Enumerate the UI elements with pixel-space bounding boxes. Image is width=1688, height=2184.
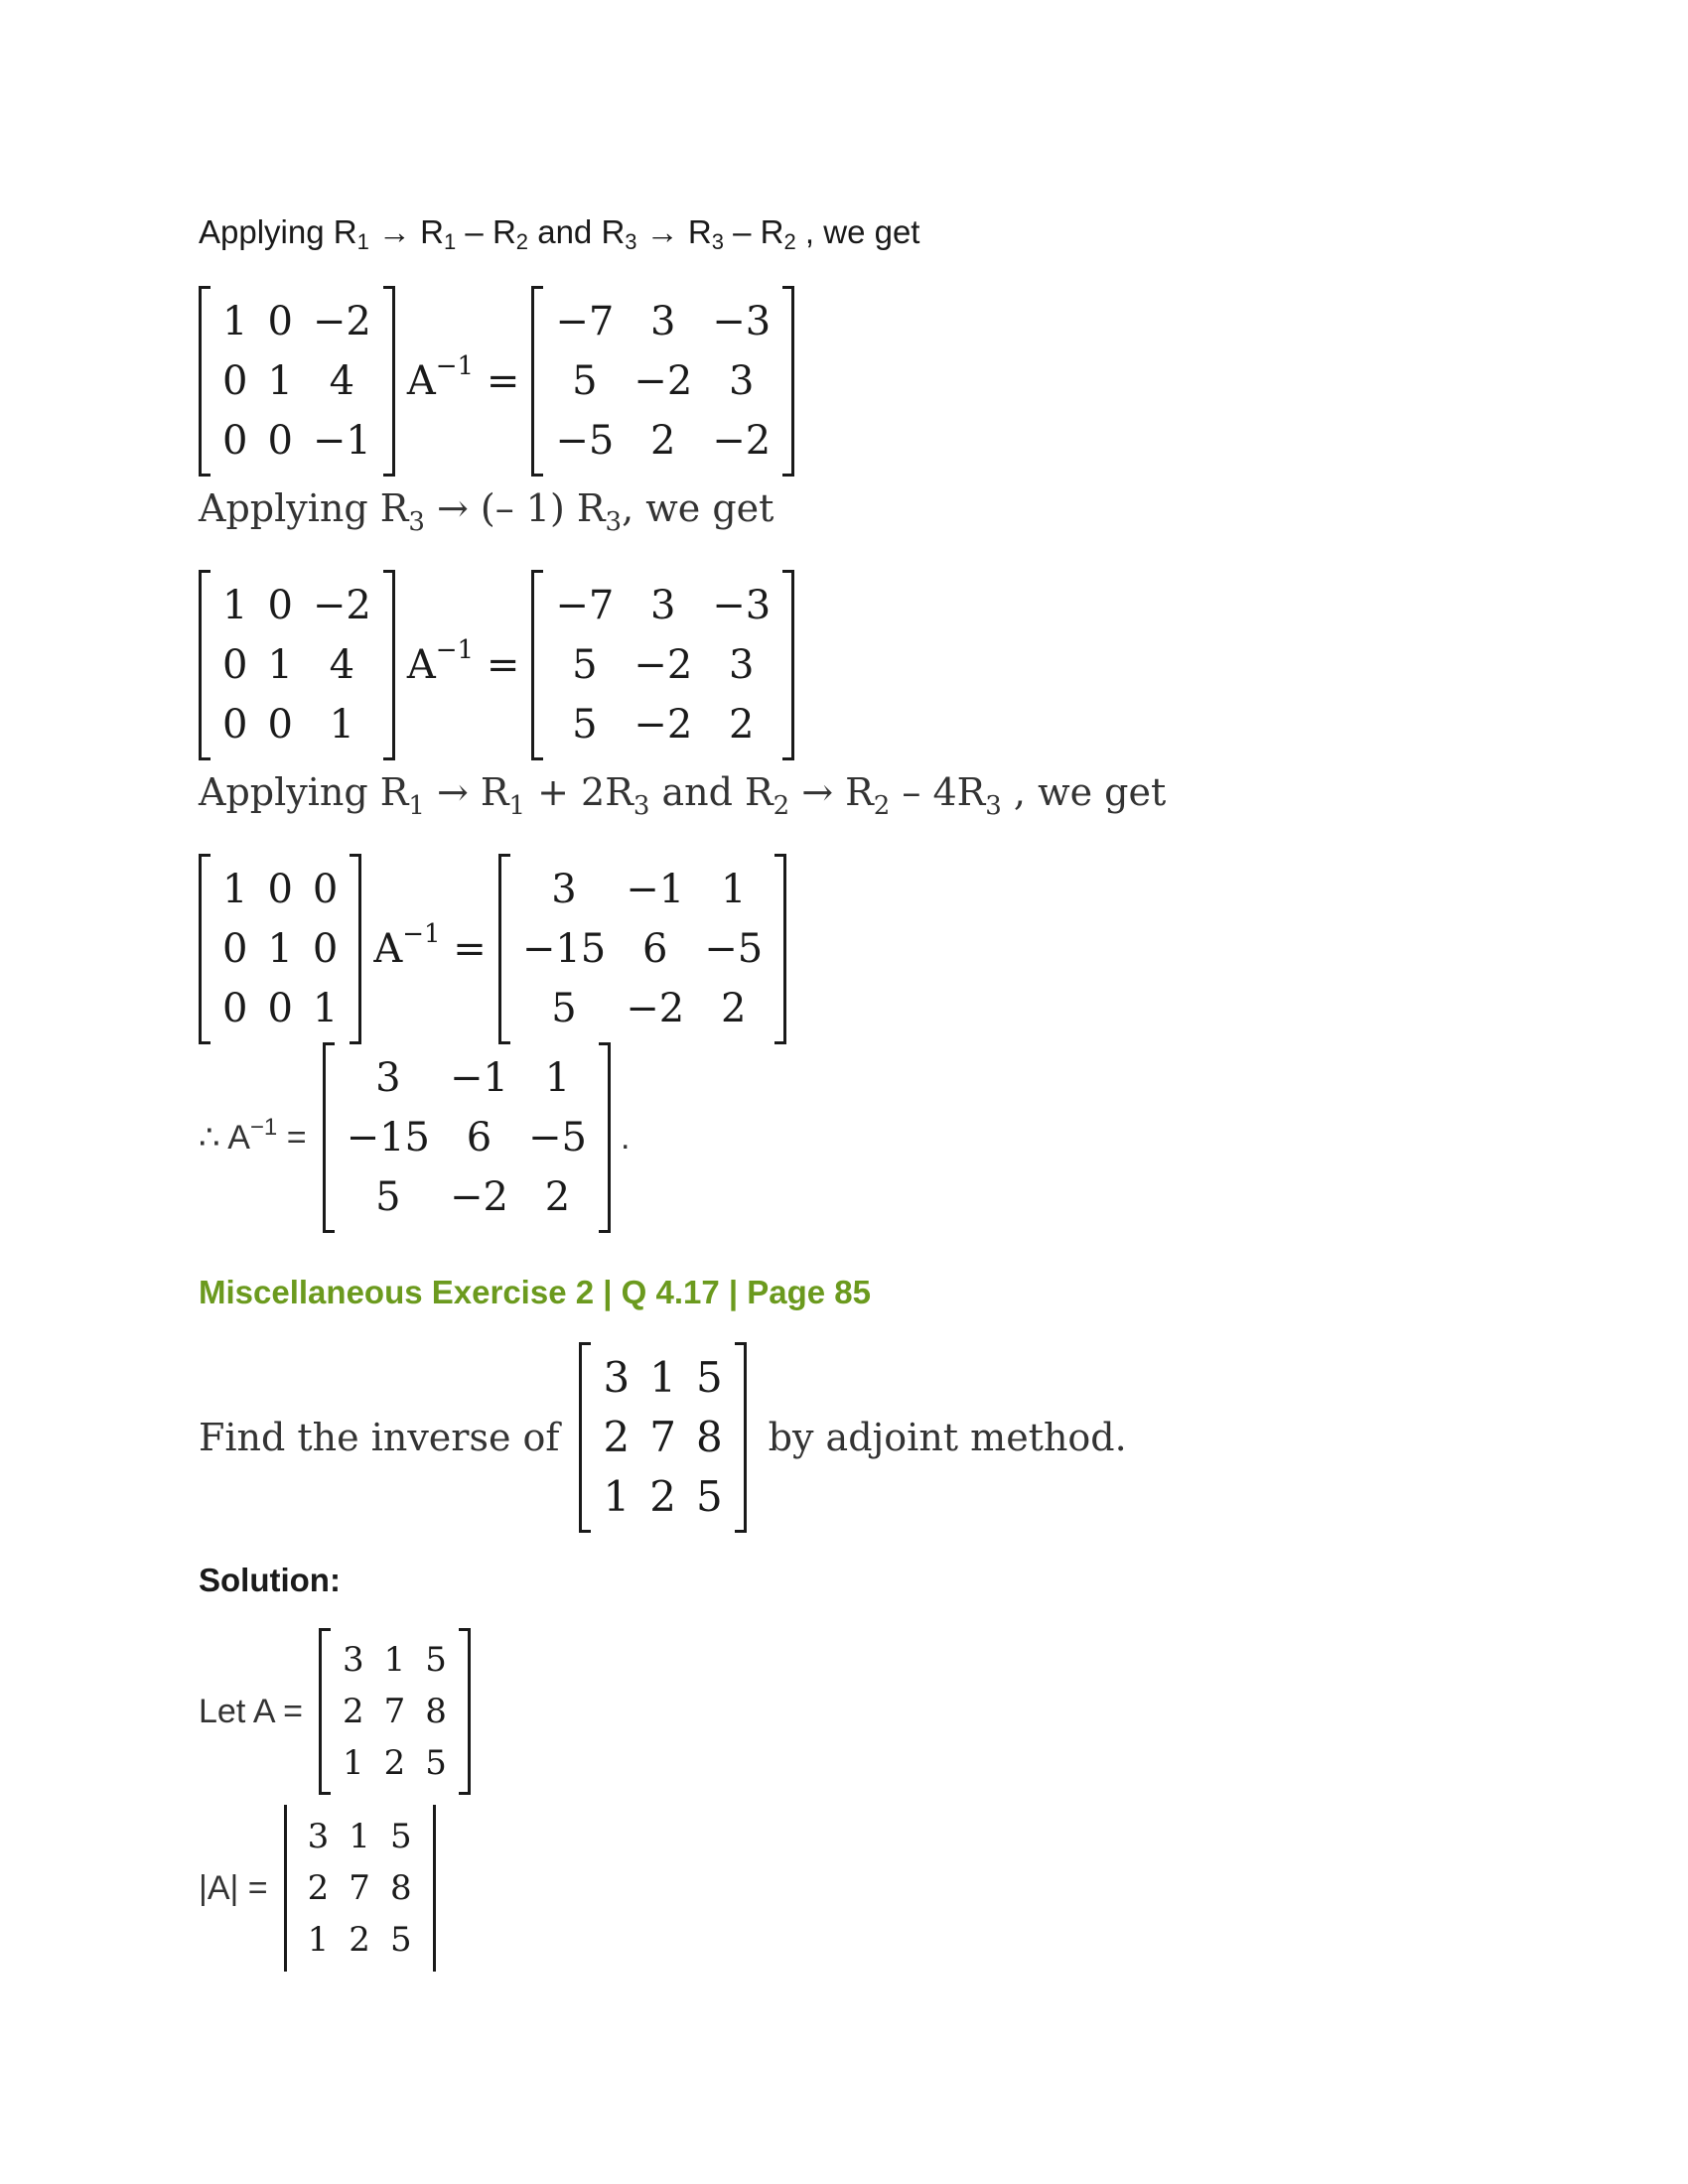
matrix-cell: −15 [521, 926, 607, 972]
matrix-cell: 1 [222, 583, 248, 628]
determinant-matrix [284, 1805, 436, 1972]
matrix-cell: 5 [375, 1174, 401, 1220]
matrix-cell: 1 [267, 926, 293, 972]
result-matrix [323, 1042, 611, 1233]
matrix-cell: 1 [603, 1472, 631, 1521]
matrix-cell: 0 [222, 642, 248, 688]
matrix-cell: 5 [695, 1353, 723, 1402]
matrix-cell: 7 [383, 1692, 406, 1731]
matrix-cell: −5 [704, 926, 764, 972]
matrix-cell: 3 [729, 642, 755, 688]
matrix-cell: 0 [222, 702, 248, 748]
matrix-cell: 1 [383, 1640, 406, 1680]
matrix-cell: 7 [349, 1868, 370, 1908]
matrix-cell: 1 [720, 867, 747, 912]
matrix-cell: −2 [633, 358, 693, 404]
matrix-cell: 8 [425, 1692, 447, 1731]
matrix-cell: 3 [650, 583, 676, 628]
matrix-cell: 0 [267, 867, 293, 912]
matrix-cell: 0 [222, 926, 248, 972]
matrix-cell: 2 [307, 1868, 330, 1908]
let-a-matrix [319, 1628, 471, 1795]
matrix-cell: −2 [312, 299, 371, 344]
matrix-cell: 3 [307, 1817, 330, 1856]
matrix-cell: 4 [329, 358, 355, 404]
matrix-cell: 1 [649, 1353, 676, 1402]
matrix-cell: 8 [695, 1413, 723, 1461]
matrix-left [199, 286, 395, 477]
matrix-cell: 1 [312, 986, 339, 1031]
matrix-cell: 1 [222, 867, 248, 912]
matrix-cell: 1 [267, 642, 293, 688]
question-matrix [579, 1342, 746, 1533]
matrix-cell: −1 [312, 418, 371, 464]
matrix-cell: 3 [729, 358, 755, 404]
matrix-cell: 5 [389, 1920, 412, 1960]
matrix-cell: 3 [375, 1055, 401, 1101]
matrix-cell: 5 [572, 358, 598, 404]
inverse-term: $A^{-1}$ = [406, 351, 520, 404]
matrix-cell: −1 [626, 867, 685, 912]
result-equation [199, 1042, 645, 1233]
matrix-cell: 6 [641, 926, 668, 972]
matrix-cell: 8 [389, 1868, 412, 1908]
matrix-cell: −2 [633, 702, 693, 748]
equation-1 [199, 286, 794, 477]
matrix-cell: 5 [551, 986, 577, 1031]
matrix-cell: 0 [222, 358, 248, 404]
matrix-cell: −3 [712, 299, 772, 344]
matrix-cell: −15 [346, 1115, 430, 1160]
matrix-right [531, 286, 794, 477]
step1-text: Applying $R_1 \to R_1 - R_2$ and $R_3 \to R_3 - R_2$ , we get [199, 213, 920, 254]
matrix-cell: 0 [222, 418, 248, 464]
matrix-cell: −2 [712, 418, 772, 464]
matrix-cell: 0 [267, 299, 293, 344]
matrix-cell: 5 [389, 1817, 412, 1856]
question-after: by adjoint method. [768, 1416, 1127, 1459]
matrix-cell: −2 [312, 583, 371, 628]
matrix-cell: 1 [329, 702, 355, 748]
matrix-left [199, 570, 395, 760]
matrix-cell: −5 [555, 418, 615, 464]
matrix-cell: −7 [555, 583, 615, 628]
matrix-cell: 1 [222, 299, 248, 344]
matrix-cell: 5 [425, 1640, 447, 1680]
matrix-cell: 6 [466, 1115, 492, 1160]
matrix-cell: 0 [267, 702, 293, 748]
determinant-equation [199, 1805, 436, 1972]
question-before: Find the inverse of [199, 1416, 560, 1459]
matrix-cell: 5 [572, 702, 598, 748]
matrix-right [498, 854, 786, 1044]
matrix-cell: 1 [307, 1920, 330, 1960]
matrix-cell: 1 [267, 358, 293, 404]
determinant-label: |A| = [199, 1868, 268, 1907]
equation-2 [199, 570, 794, 760]
matrix-cell: 3 [551, 867, 577, 912]
matrix-cell: 7 [649, 1413, 676, 1461]
matrix-cell: 0 [267, 986, 293, 1031]
matrix-cell: −2 [626, 986, 685, 1031]
matrix-cell: 2 [342, 1692, 364, 1731]
question [199, 1342, 1127, 1533]
matrix-cell: 0 [267, 583, 293, 628]
exercise-heading: Miscellaneous Exercise 2 | Q 4.17 | Page 85 [199, 1274, 872, 1310]
matrix-cell: 0 [267, 418, 293, 464]
equation-3 [199, 854, 786, 1044]
matrix-cell: −2 [633, 642, 693, 688]
matrix-cell: −1 [450, 1055, 508, 1101]
result-period: . [620, 1118, 631, 1157]
matrix-cell: 1 [544, 1055, 571, 1101]
result-label: ∴ $A^{-1}$ = [199, 1114, 307, 1157]
matrix-cell: 2 [720, 986, 747, 1031]
matrix-cell: −7 [555, 299, 615, 344]
matrix-cell: 0 [222, 986, 248, 1031]
matrix-cell: 3 [650, 299, 676, 344]
matrix-cell: 4 [329, 642, 355, 688]
matrix-cell: 0 [312, 926, 339, 972]
matrix-cell: 0 [312, 867, 339, 912]
inverse-term: $A^{-1}$ = [373, 919, 487, 972]
matrix-cell: −5 [527, 1115, 587, 1160]
matrix-cell: 3 [603, 1353, 631, 1402]
let-a-equation [199, 1628, 471, 1795]
matrix-cell: −2 [450, 1174, 508, 1220]
step2-text: Applying $R_3$ → (– 1) $R_3$, we get [199, 486, 774, 537]
matrix-cell: 2 [383, 1743, 406, 1783]
matrix-left [199, 854, 361, 1044]
step3-text: Applying $R_1 \to R_1 + 2R_3$ and $R_2 \to R_2 - 4R_3$ , we get [199, 770, 1167, 821]
let-a-label: Let A = [199, 1692, 303, 1730]
inverse-term: $A^{-1}$ = [406, 635, 520, 688]
matrix-cell: 2 [650, 418, 676, 464]
matrix-cell: 1 [342, 1743, 364, 1783]
matrix-cell: 5 [695, 1472, 723, 1521]
matrix-cell: 2 [603, 1413, 631, 1461]
solution-label: Solution: [199, 1562, 341, 1598]
matrix-cell: 5 [425, 1743, 447, 1783]
matrix-cell: 2 [544, 1174, 571, 1220]
matrix-cell: 1 [349, 1817, 370, 1856]
matrix-cell: 5 [572, 642, 598, 688]
matrix-cell: 2 [649, 1472, 676, 1521]
matrix-cell: −3 [712, 583, 772, 628]
matrix-cell: 3 [342, 1640, 364, 1680]
matrix-right [531, 570, 794, 760]
matrix-cell: 2 [349, 1920, 370, 1960]
matrix-cell: 2 [729, 702, 755, 748]
